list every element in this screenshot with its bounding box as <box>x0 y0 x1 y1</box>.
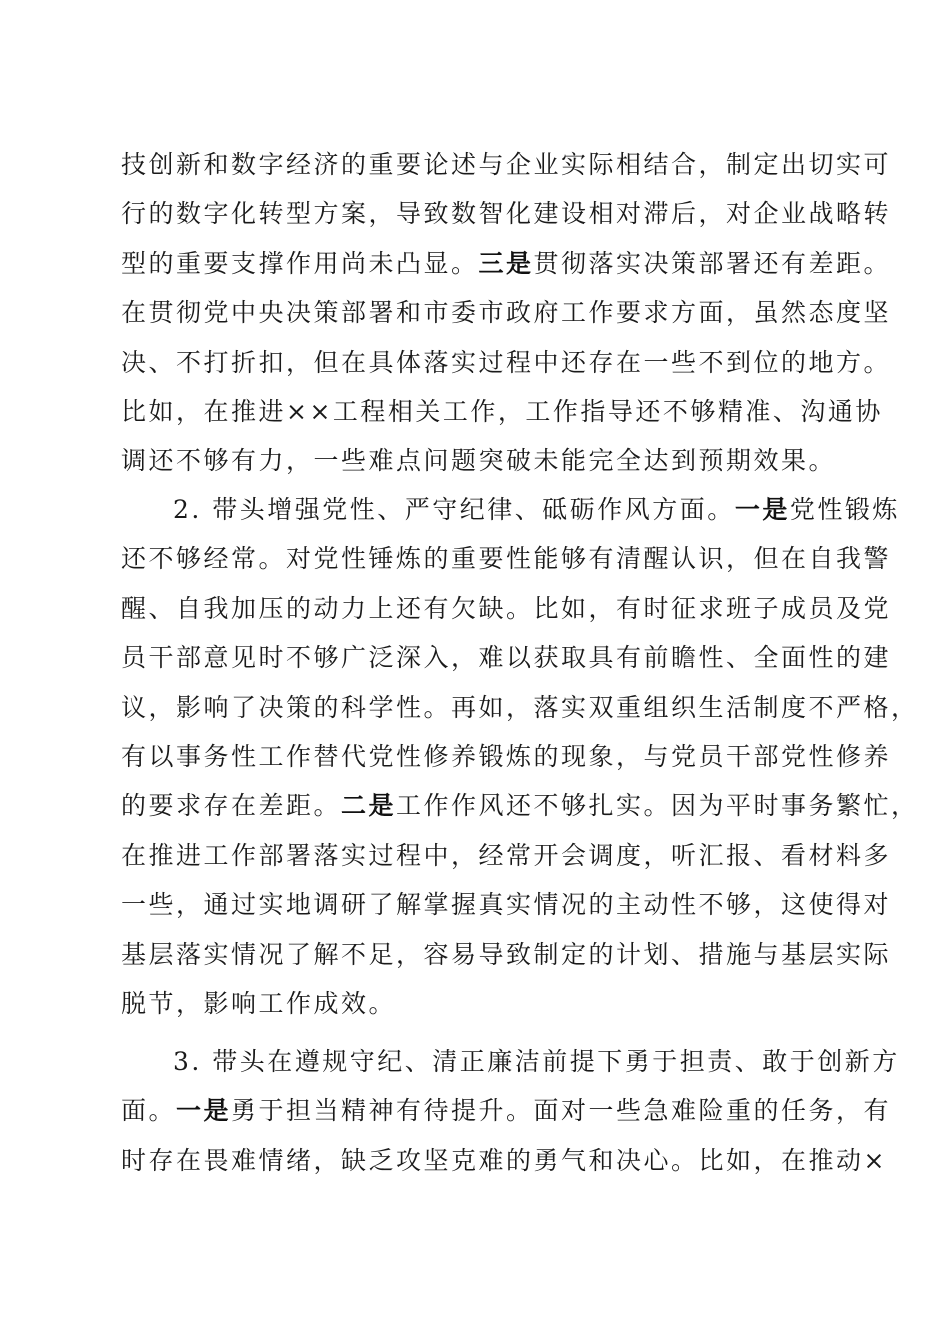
text-line: 决、不打折扣，但在具体落实过程中还存在一些不到位的地方。 <box>121 347 892 377</box>
paragraph-section-3 <box>121 1037 900 1185</box>
text-line: 比如，在推进××工程相关工作，工作指导还不够精准、沟通协 <box>121 396 883 426</box>
paragraph-section-1-continued <box>121 140 892 486</box>
text-line: 醒、自我加压的动力上还有欠缺。比如，有时征求班子成员及党 <box>121 593 892 623</box>
text-line <box>121 1086 892 1135</box>
text-line: 时存在畏难情绪，缺乏攻坚克难的勇气和决心。比如，在推动× <box>121 1145 887 1175</box>
text-line <box>121 781 919 830</box>
text-line: 行的数字化转型方案，导致数智化建设相对滞后，对企业战略转 <box>121 199 892 229</box>
text-run: 贯彻落实决策部署还有差距。 <box>533 248 892 278</box>
text-line: 3. 带头在遵规守纪、清正廉洁前提下勇于担责、敢于创新方 <box>173 1047 900 1076</box>
bold-label: 二是 <box>341 791 397 821</box>
text-line: 议，影响了决策的科学性。再如，落实双重组织生活制度不严格， <box>121 692 919 722</box>
text-line: 有以事务性工作替代党性修养锻炼的现象，与党员干部党性修养 <box>121 741 892 771</box>
text-line: 调还不够有力，一些难点问题突破未能完全达到预期效果。 <box>121 446 837 476</box>
text-line: 员干部意见时不够广泛深入，难以获取具有前瞻性、全面性的建 <box>121 643 892 673</box>
text-run: 2. 带头增强党性、严守纪律、砥砺作风方面。 <box>173 495 735 524</box>
text-line: 一些，通过实地调研了解掌握真实情况的主动性不够，这使得对 <box>121 890 892 920</box>
text-run: 面。 <box>121 1096 177 1126</box>
bold-label: 一是 <box>734 495 790 524</box>
paragraph-section-2 <box>121 485 919 1028</box>
text-line: 基层落实情况了解不足，容易导致制定的计划、措施与基层实际 <box>121 939 892 969</box>
text-line: 在贯彻党中央决策部署和市委市政府工作要求方面，虽然态度坚 <box>121 298 892 328</box>
text-line: 在推进工作部署落实过程中，经常开会调度，听汇报、看材料多 <box>121 840 892 870</box>
text-run: 党性锻炼 <box>789 495 900 524</box>
bold-label: 三是 <box>478 248 534 278</box>
text-run: 型的重要支撑作用尚未凸显。 <box>121 248 479 278</box>
text-run: 勇于担当精神有待提升。面对一些急难险重的任务，有 <box>231 1096 892 1126</box>
text-line: 还不够经常。对党性锤炼的重要性能够有清醒认识，但在自我警 <box>121 544 892 574</box>
text-run: 工作作风还不够扎实。因为平时事务繁忙， <box>396 791 919 821</box>
bold-label: 一是 <box>176 1096 232 1126</box>
text-line: 脱节，影响工作成效。 <box>121 988 397 1018</box>
text-run: 的要求存在差距。 <box>121 791 342 821</box>
text-line: 技创新和数字经济的重要论述与企业实际相结合，制定出切实可 <box>121 150 892 179</box>
text-line <box>121 239 892 288</box>
text-line <box>121 485 900 534</box>
